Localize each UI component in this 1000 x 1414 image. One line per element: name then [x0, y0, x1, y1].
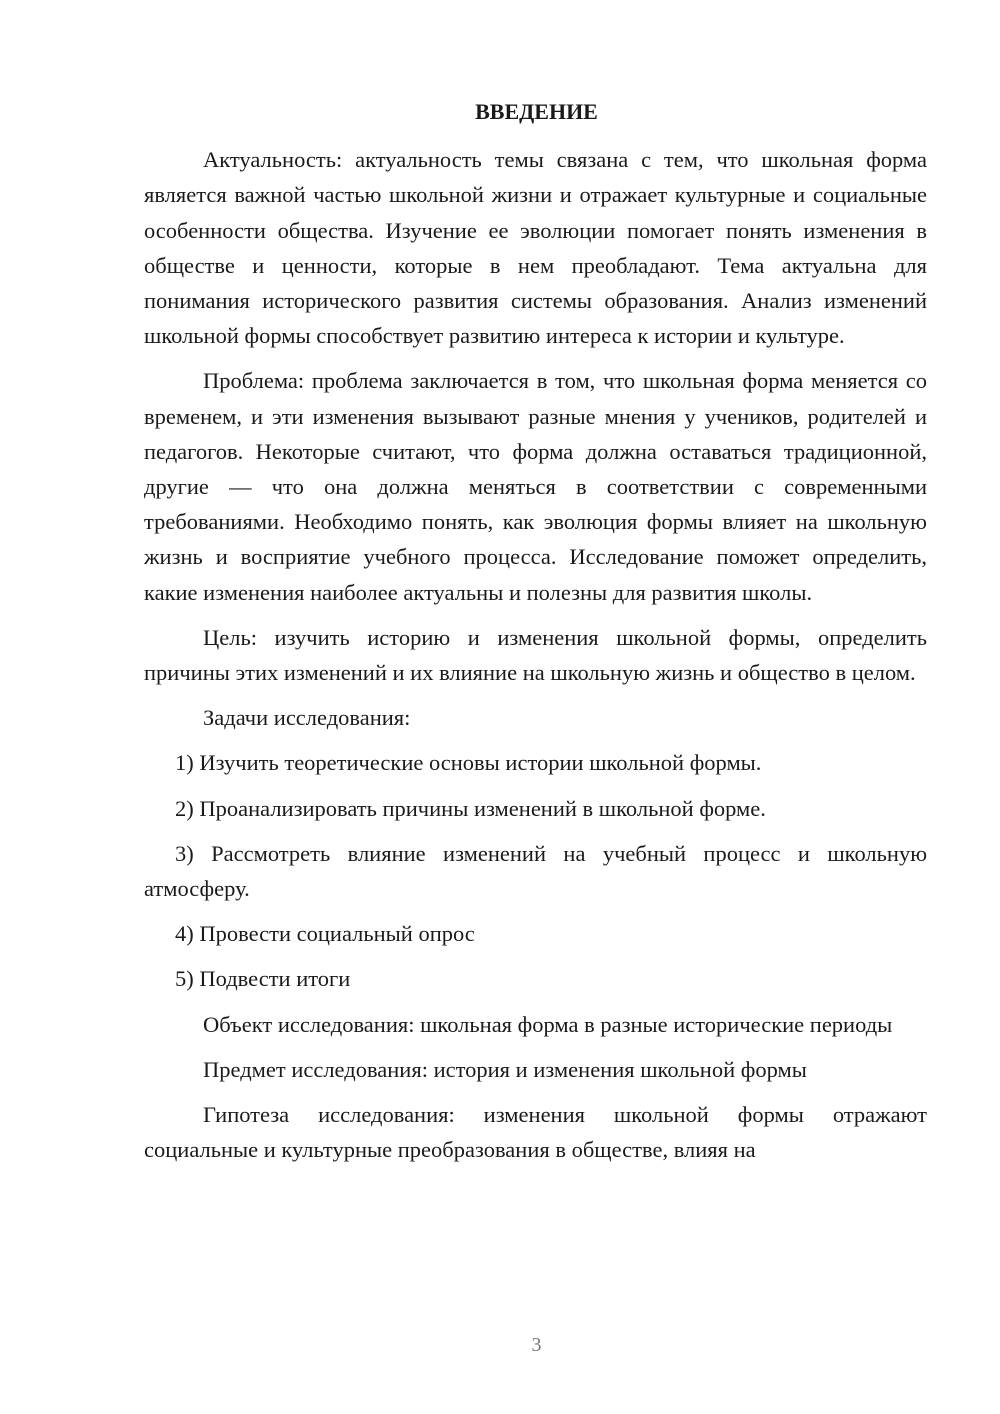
subject-paragraph: Предмет исследования: история и изменения школьной формы — [203, 1056, 807, 1082]
problem-paragraph: Проблема: проблема заключается в том, что школьная форма меняется со временем, и эти изменения вызывают разные мнения у учеников, родителей и педагогов. Некоторые считают, что форма должна оставаться традиционной, другие — что она должна меняться в соответствии с современными требованиями. Необходимо понять, как эволюция формы влияет на школьную жизнь и восприятие учебного процесса. Исследование поможет определить, какие изменения наиболее актуальны и полезны для развития школы. — [144, 368, 927, 605]
tasks-title: Задачи исследования: — [203, 705, 411, 731]
task-item-3: 3) Рассмотреть влияние изменений на учебный процесс и школьную атмосферу. — [144, 840, 927, 902]
goal-paragraph: Цель: изучить историю и изменения школьной формы, определить причины этих изменений и их влияние на школьную жизнь и общество в целом. — [144, 624, 927, 686]
page-content — [144, 94, 927, 1177]
hypothesis-paragraph: Гипотеза исследования: изменения школьной формы отражают социальные и культурные преобразования в обществе, влияя на — [144, 1102, 927, 1163]
page-number: 3 — [531, 1334, 542, 1356]
object-paragraph: Объект исследования: школьная форма в разные исторические периоды — [203, 1011, 893, 1037]
section-heading: ВВЕДЕНИЕ — [475, 99, 598, 124]
task-item-1: 1) Изучить теоретические основы истории школьной формы. — [175, 750, 762, 776]
relevance-paragraph: Актуальность: актуальность темы связана с тем, что школьная форма является важной частью школьной жизни и отражает культурные и социальные особенности общества. Изучение ее эволюции помогает понять изменения в обществе и ценности, которые в нем преобладают. Тема актуальна для понимания исторического развития системы образования. Анализ изменений школьной формы способствует развитию интереса к истории и культуре. — [144, 147, 927, 349]
task-item-2: 2) Проанализировать причины изменений в школьной форме. — [175, 795, 766, 821]
task-item-5: 5) Подвести итоги — [175, 966, 351, 992]
task-item-4: 4) Провести социальный опрос — [175, 921, 475, 947]
